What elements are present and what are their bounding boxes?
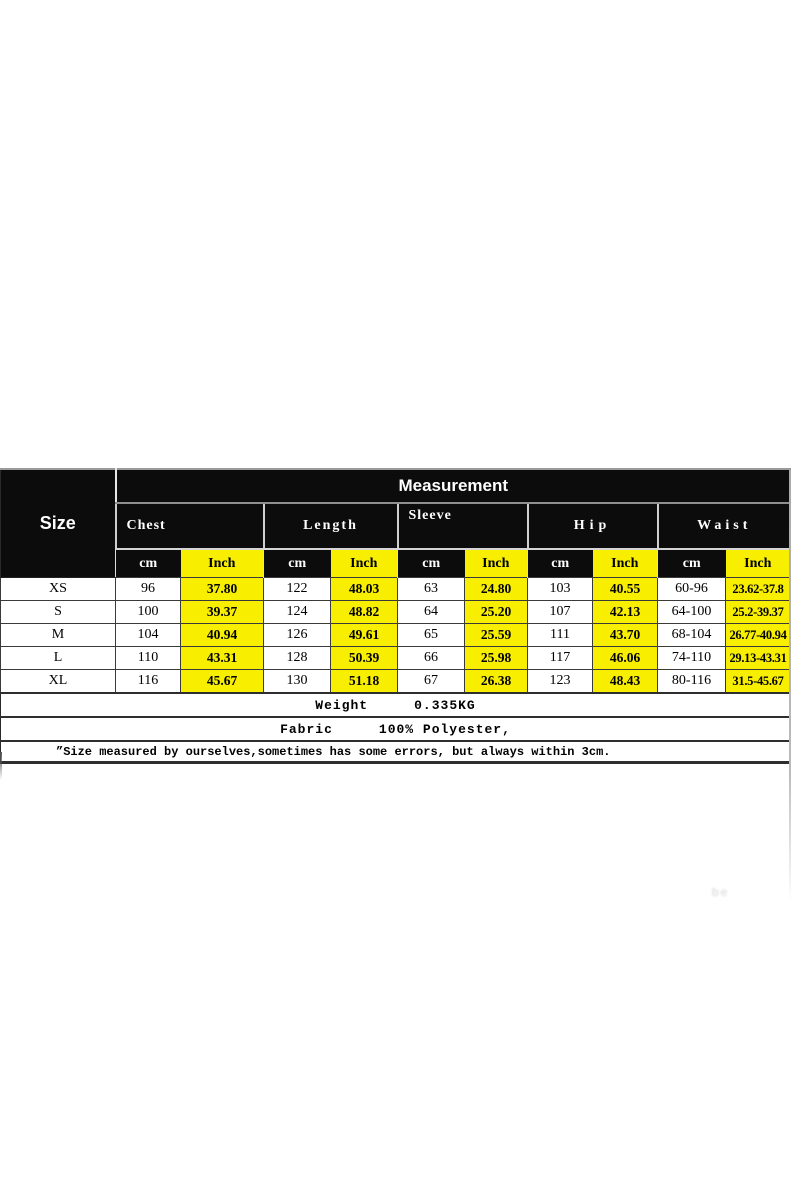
sleeve-cm-value: 66 bbox=[398, 647, 465, 670]
sleeve-inch-value: 25.20 bbox=[465, 601, 528, 624]
weight-row bbox=[1, 693, 791, 717]
hip-inch-value: 48.43 bbox=[593, 670, 658, 694]
fabric-label: Fabric bbox=[280, 721, 333, 737]
table-row-s bbox=[1, 601, 791, 624]
table-row-xs bbox=[1, 578, 791, 601]
unit-header-inch: Inch bbox=[465, 549, 528, 578]
chest-inch-value: 45.67 bbox=[181, 670, 264, 694]
weight-cell bbox=[1, 693, 791, 717]
length-cm-value: 124 bbox=[264, 601, 331, 624]
waist-inch-value: 26.77-40.94 bbox=[726, 624, 791, 647]
size-label: XL bbox=[1, 670, 116, 694]
table-row-xl bbox=[1, 670, 791, 694]
chest-cm-value: 110 bbox=[116, 647, 181, 670]
column-header-waist: Waist bbox=[658, 503, 791, 549]
chest-inch-value: 39.37 bbox=[181, 601, 264, 624]
length-inch-value: 50.39 bbox=[331, 647, 398, 670]
chest-cm-value: 96 bbox=[116, 578, 181, 601]
unit-header-inch: Inch bbox=[331, 549, 398, 578]
sleeve-cm-value: 64 bbox=[398, 601, 465, 624]
unit-header-cm: cm bbox=[528, 549, 593, 578]
waist-inch-value: 31.5-45.67 bbox=[726, 670, 791, 694]
hip-cm-value: 111 bbox=[528, 624, 593, 647]
length-inch-value: 49.61 bbox=[331, 624, 398, 647]
measurement-header: Measurement bbox=[116, 469, 791, 503]
unit-header-inch: Inch bbox=[726, 549, 791, 578]
length-cm-value: 122 bbox=[264, 578, 331, 601]
faint-watermark-text: be bbox=[712, 885, 730, 899]
table-row-m bbox=[1, 624, 791, 647]
waist-cm-value: 68-104 bbox=[658, 624, 726, 647]
unit-header-inch: Inch bbox=[593, 549, 658, 578]
fabric-row bbox=[1, 717, 791, 741]
unit-header-inch: Inch bbox=[181, 549, 264, 578]
size-chart-table bbox=[0, 468, 791, 764]
length-cm-value: 130 bbox=[264, 670, 331, 694]
length-cm-value: 126 bbox=[264, 624, 331, 647]
hip-cm-value: 123 bbox=[528, 670, 593, 694]
weight-value: 0.335KG bbox=[414, 697, 476, 713]
sleeve-cm-value: 63 bbox=[398, 578, 465, 601]
hip-inch-value: 46.06 bbox=[593, 647, 658, 670]
unit-header-row bbox=[1, 549, 791, 578]
waist-inch-value: 25.2-39.37 bbox=[726, 601, 791, 624]
sleeve-inch-value: 24.80 bbox=[465, 578, 528, 601]
sleeve-cm-value: 67 bbox=[398, 670, 465, 694]
size-label: XS bbox=[1, 578, 116, 601]
unit-header-cm: cm bbox=[264, 549, 331, 578]
table-row-l bbox=[1, 647, 791, 670]
size-corner-header: Size bbox=[1, 469, 116, 578]
weight-label: Weight bbox=[315, 697, 369, 713]
note-cell: ”Size measured by ourselves,sometimes has some errors, but always within 3cm. bbox=[1, 741, 791, 763]
hip-cm-value: 117 bbox=[528, 647, 593, 670]
fabric-cell bbox=[1, 717, 791, 741]
waist-inch-value: 23.62-37.8 bbox=[726, 578, 791, 601]
waist-cm-value: 80-116 bbox=[658, 670, 726, 694]
column-header-chest: Chest bbox=[116, 503, 264, 549]
chest-cm-value: 100 bbox=[116, 601, 181, 624]
photo-edge-line-right bbox=[789, 470, 791, 902]
chest-inch-value: 40.94 bbox=[181, 624, 264, 647]
hip-cm-value: 107 bbox=[528, 601, 593, 624]
column-header-sleeve: Sleeve bbox=[398, 503, 528, 549]
unit-header-cm: cm bbox=[658, 549, 726, 578]
size-label: L bbox=[1, 647, 116, 670]
measurement-header-row bbox=[1, 469, 791, 503]
unit-header-cm: cm bbox=[116, 549, 181, 578]
length-inch-value: 48.82 bbox=[331, 601, 398, 624]
note-row bbox=[1, 741, 791, 763]
chest-cm-value: 104 bbox=[116, 624, 181, 647]
size-chart bbox=[0, 468, 790, 764]
fabric-value: 100% Polyester, bbox=[378, 721, 511, 737]
size-label: M bbox=[1, 624, 116, 647]
column-header-hip: Hip bbox=[528, 503, 658, 549]
sleeve-inch-value: 25.98 bbox=[465, 647, 528, 670]
column-group-row bbox=[1, 503, 791, 549]
sleeve-inch-value: 26.38 bbox=[465, 670, 528, 694]
unit-header-cm: cm bbox=[398, 549, 465, 578]
chest-inch-value: 43.31 bbox=[181, 647, 264, 670]
length-cm-value: 128 bbox=[264, 647, 331, 670]
size-label: S bbox=[1, 601, 116, 624]
waist-cm-value: 74-110 bbox=[658, 647, 726, 670]
hip-inch-value: 43.70 bbox=[593, 624, 658, 647]
photo-edge-line-left bbox=[0, 752, 2, 780]
hip-inch-value: 40.55 bbox=[593, 578, 658, 601]
waist-inch-value: 29.13-43.31 bbox=[726, 647, 791, 670]
sleeve-cm-value: 65 bbox=[398, 624, 465, 647]
hip-cm-value: 103 bbox=[528, 578, 593, 601]
length-inch-value: 48.03 bbox=[331, 578, 398, 601]
length-inch-value: 51.18 bbox=[331, 670, 398, 694]
column-header-length: Length bbox=[264, 503, 398, 549]
hip-inch-value: 42.13 bbox=[593, 601, 658, 624]
waist-cm-value: 64-100 bbox=[658, 601, 726, 624]
sleeve-inch-value: 25.59 bbox=[465, 624, 528, 647]
chest-cm-value: 116 bbox=[116, 670, 181, 694]
chest-inch-value: 37.80 bbox=[181, 578, 264, 601]
waist-cm-value: 60-96 bbox=[658, 578, 726, 601]
